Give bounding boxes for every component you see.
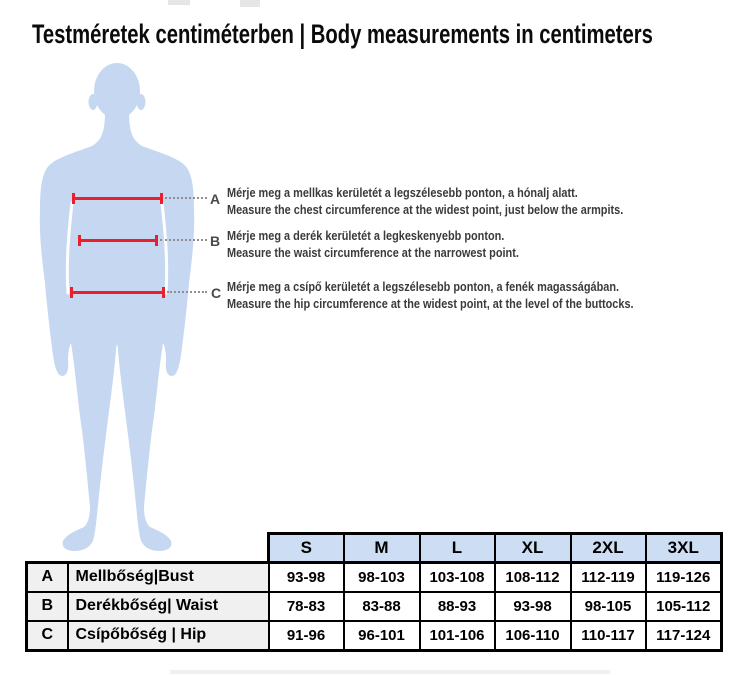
dotted-connector-c <box>167 291 207 293</box>
size-col-header-s: S <box>269 534 344 563</box>
instruction-chest-hu: Mérje meg a mellkas kerületét a legszélesebb ponton, a hónalj alatt. <box>227 185 578 200</box>
line-end-cap <box>162 287 165 298</box>
label-letter-a: A <box>210 191 221 207</box>
row-letter: B <box>27 592 68 621</box>
crop-artifact <box>168 0 190 5</box>
cell-value: 96-101 <box>344 621 420 651</box>
cell-value: 78-83 <box>269 592 344 621</box>
cell-value: 88-93 <box>420 592 495 621</box>
cell-value: 117-124 <box>646 621 722 651</box>
instruction-hip-hu: Mérje meg a csípő kerületét a legszélesebb ponton, a fenék magasságában. <box>227 279 620 294</box>
size-col-header-3xl: 3XL <box>646 534 722 563</box>
measurement-line-chest <box>72 193 163 204</box>
size-table <box>25 532 723 652</box>
row-letter: C <box>27 621 68 651</box>
crop-artifact <box>240 0 260 7</box>
cell-value: 101-106 <box>420 621 495 651</box>
measurement-line-waist <box>78 235 158 246</box>
page-title: Testméretek centiméterben | Body measurements in centimeters <box>32 19 653 49</box>
table-row-hip <box>27 621 722 651</box>
cell-value: 93-98 <box>269 562 344 592</box>
dotted-connector-b <box>160 239 207 241</box>
row-label: Mellbőség|Bust <box>68 562 269 592</box>
label-letter-c: C <box>211 285 222 301</box>
body-silhouette-figure <box>30 55 220 565</box>
instruction-hip-en: Measure the hip circumference at the widest point, at the level of the buttocks. <box>227 295 634 311</box>
header-spacer <box>27 534 269 563</box>
cell-value: 112-119 <box>571 562 646 592</box>
line-end-cap <box>155 235 158 246</box>
cell-value: 119-126 <box>646 562 722 592</box>
row-label: Csípőbőség | Hip <box>68 621 269 651</box>
instruction-waist <box>227 228 519 261</box>
red-line <box>73 197 162 200</box>
instruction-waist-en: Measure the waist circumference at the narrowest point. <box>227 244 519 260</box>
red-line <box>71 291 164 294</box>
cell-value: 91-96 <box>269 621 344 651</box>
instruction-chest <box>227 185 623 218</box>
cell-value: 105-112 <box>646 592 722 621</box>
cell-value: 83-88 <box>344 592 420 621</box>
cell-value: 98-103 <box>344 562 420 592</box>
cell-value: 103-108 <box>420 562 495 592</box>
size-col-header-m: M <box>344 534 420 563</box>
size-header-row <box>27 534 722 563</box>
size-col-header-2xl: 2XL <box>571 534 646 563</box>
cell-value: 106-110 <box>495 621 571 651</box>
size-col-header-l: L <box>420 534 495 563</box>
instruction-hip <box>227 279 634 312</box>
row-label: Derékbőség| Waist <box>68 592 269 621</box>
cell-value: 108-112 <box>495 562 571 592</box>
cell-value: 110-117 <box>571 621 646 651</box>
table-row-waist <box>27 592 722 621</box>
measurement-line-hip <box>70 287 165 298</box>
red-line <box>79 239 157 242</box>
row-letter: A <box>27 562 68 592</box>
line-end-cap <box>160 193 163 204</box>
instruction-waist-hu: Mérje meg a derék kerületét a legkeskenyebb ponton. <box>227 228 505 243</box>
table-row-bust <box>27 562 722 592</box>
label-letter-b: B <box>210 233 221 249</box>
size-col-header-xl: XL <box>495 534 571 563</box>
cell-value: 93-98 <box>495 592 571 621</box>
body-silhouette <box>40 63 194 551</box>
dotted-connector-a <box>165 197 207 199</box>
crop-artifact <box>170 670 610 674</box>
size-table-grid <box>25 532 723 652</box>
cell-value: 98-105 <box>571 592 646 621</box>
instruction-chest-en: Measure the chest circumference at the widest point, just below the armpits. <box>227 201 624 217</box>
